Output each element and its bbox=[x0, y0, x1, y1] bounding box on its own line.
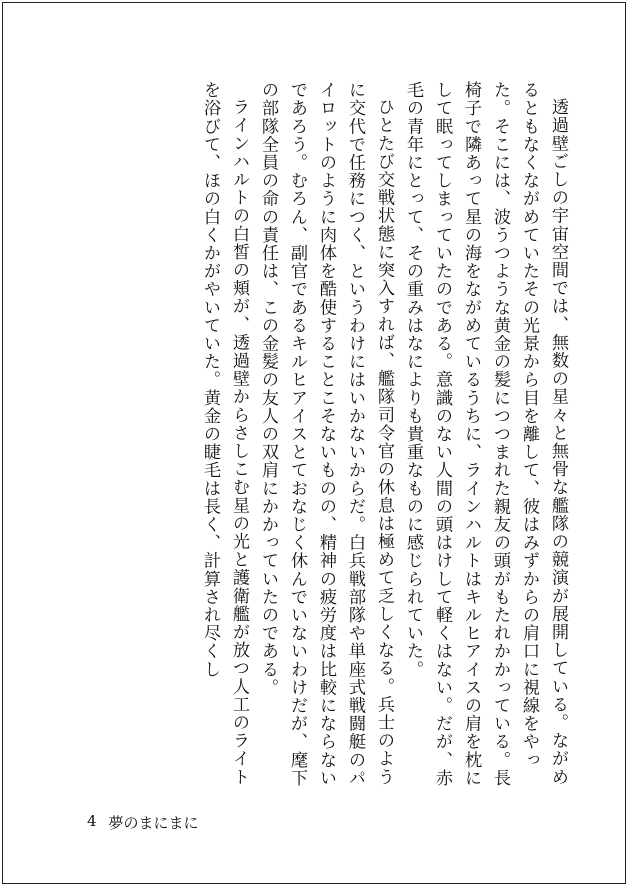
page-number: 4 bbox=[87, 812, 97, 830]
running-title: 夢のまにまに bbox=[108, 814, 199, 832]
page-footer bbox=[87, 812, 199, 833]
vertical-text-body bbox=[82, 81, 572, 801]
paragraph-3: ラインハルトの白皙の頬が、透過壁からさしこむ星の光と護衛艦が放つ人工のライトを浴びて、ほの白くかがやいていた。黄金の睫毛は長く、計算され尽くし bbox=[200, 81, 249, 786]
book-page bbox=[2, 2, 626, 884]
paragraph-1: 透過壁ごしの宇宙空間では、無数の星々と無骨な艦隊の競演が展開している。ながめるともなくながめていたその光景から目を離して、彼はみずからの肩口に視線をやった。そこには、波うつような黄金の髪につつまれた親友の頭がもたれかかっている。長椅子で隣あって星の海をながめているうちに、ラインハルトはキルヒアイスの肩を枕にして眠ってしまっていたのである。意識のない人間の頭はけして軽くはない。だが、赤毛の青年にとって、その重みはなによりも貴重なものに感じられていた。 bbox=[403, 81, 568, 787]
paragraph-2: ひとたび交戦状態に突入すれば、艦隊司令官の休息は極めて乏しくなる。兵士のように交代で任務につく、というわけにはいかないからだ。白兵戦部隊や単座式戦闘艇のパイロットのように肉体を酷使することこそないものの、精神の疲労度は比較にならないであろう。むろん、副官であるキルヒアイスとておなじく休んでいないわけだが、麾下の部隊全員の命の責任は、この金髪の友人の双肩にかかっていたのである。 bbox=[258, 81, 394, 787]
